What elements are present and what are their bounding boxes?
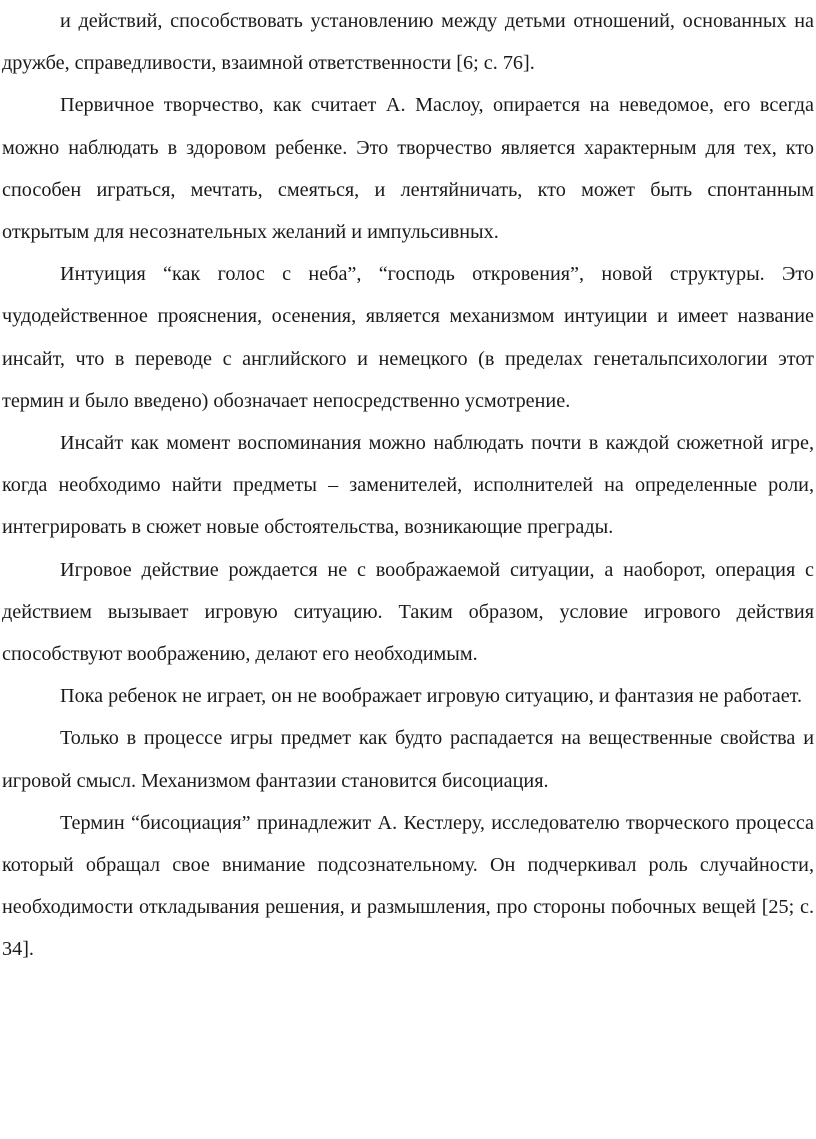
paragraph-intuition: Интуиция “как голос с неба”, “господь откровения”, новой структуры. Это чудодейственное прояснения, осенения, является механизмом интуиции и имеет название инсайт, что в переводе с английского и немецкого (в пределах генетальпсихологии этот термин и было введено) обозначает непосредственно усмотрение.: [2, 263, 814, 412]
paragraph-process: Только в процессе игры предмет как будто распадается на вещественные свойства и игровой смысл. Механизмом фантазии становится бисоциация.: [2, 727, 814, 792]
paragraph-insight: Инсайт как момент воспоминания можно наблюдать почти в каждой сюжетной игре, когда необходимо найти предметы – заменителей, исполнителей на определенные роли, интегрировать в сюжет новые обстоятельства, возникающие преграды.: [2, 432, 814, 539]
paragraph-bisociation: Термин “бисоциация” принадлежит А. Кестлеру, исследователю творческого процесса который обращал свое внимание подсознательному. Он подчеркивал роль случайности, необходимости откладывания решения, и размышления, про стороны побочных вещей [25; с. 34].: [2, 811, 814, 961]
paragraph-continuation: и действий, способствовать установлению между детьми отношений, основанных на дружбе, справедливости, взаимной ответственности [6; с. 76].: [2, 10, 814, 75]
paragraph-maslow: Первичное творчество, как считает А. Маслоу, опирается на неведомое, его всегда можно наблюдать в здоровом ребенке. Это творчество является характерным для тех, кто способен играться, мечтать, смеяться, и лентяйничать, кто может быть спонтанным открытым для несознательных желаний и импульсивных.: [2, 94, 814, 244]
paragraph-game-action: Игровое действие рождается не с воображаемой ситуации, а наоборот, операция с действием вызывает игровую ситуацию. Таким образом, условие игрового действия способствуют воображению, делают его необходимым.: [2, 558, 814, 666]
paragraph-child-play: Пока ребенок не играет, он не воображает игровую ситуацию, и фантазия не работает.: [60, 685, 803, 708]
